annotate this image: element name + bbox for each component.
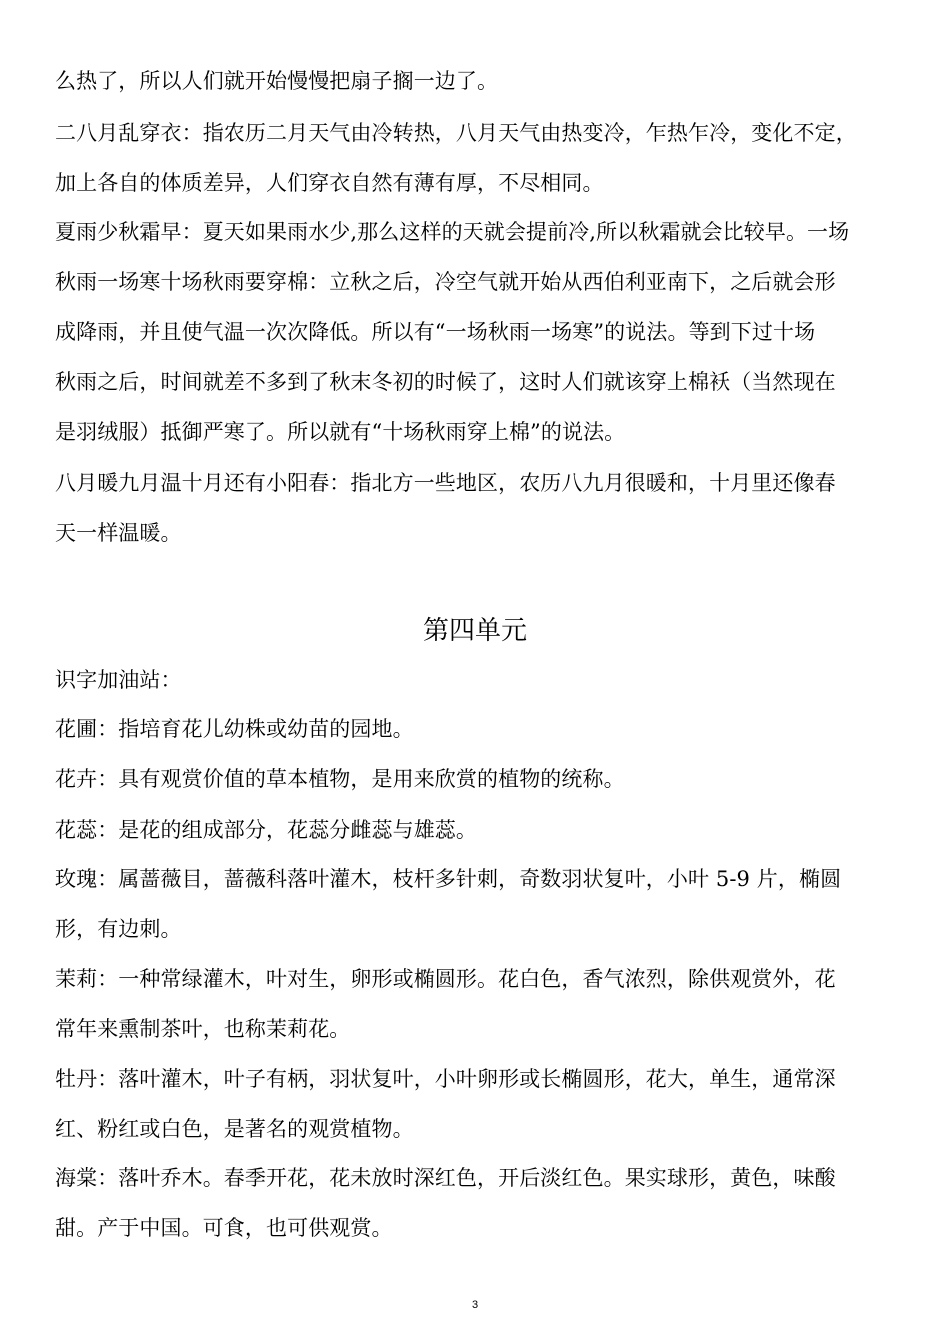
text-line: 玫瑰：属蔷薇目，蔷薇科落叶灌木，枝杆多针刺，奇数羽状复叶，小叶 5-9 片，椭圆 [55, 867, 842, 891]
text-line: 八月暖九月温十月还有小阳春：指北方一些地区，农历八九月很暖和，十月里还像春 [55, 471, 836, 495]
text-line: 花蕊：是花的组成部分，花蕊分雌蕊与雄蕊。 [55, 818, 477, 842]
text-line: 么热了，所以人们就开始慢慢把扇子搁一边了。 [55, 69, 499, 93]
text-line: 夏雨少秋霜早：夏天如果雨水少,那么这样的天就会提前冷,所以秋霜就会比较早。一场 [55, 220, 850, 244]
text-line: 花圃：指培育花儿幼株或幼苗的园地。 [55, 717, 414, 741]
text-line: 秋雨一场寒十场秋雨要穿棉：立秋之后，冷空气就开始从西伯利亚南下，之后就会形 [55, 270, 836, 294]
text-line: 常年来熏制茶叶，也称茉莉花。 [55, 1017, 351, 1041]
text-line: 天一样温暖。 [55, 521, 182, 545]
text-line: 花卉：具有观赏价值的草本植物，是用来欣赏的植物的统称。 [55, 767, 625, 791]
text-line: 是羽绒服）抵御严寒了。所以就有“十场秋雨穿上棉”的说法。 [55, 420, 626, 444]
text-line: 海棠：落叶乔木。春季开花，花未放时深红色，开后淡红色。果实球形，黄色，味酸 [55, 1166, 836, 1190]
page-number: 3 [471, 1299, 479, 1311]
text-line: 甜。产于中国。可食，也可供观赏。 [55, 1216, 393, 1240]
text-line: 红、粉红或白色，是著名的观赏植物。 [55, 1117, 414, 1141]
text-line: 形，有边刺。 [55, 917, 182, 941]
text-line: 成降雨，并且使气温一次次降低。所以有“一场秋雨一场寒”的说法。等到下过十场 [55, 320, 816, 344]
text-line: 二八月乱穿衣：指农历二月天气由冷转热，八月天气由热变冷，乍热乍冷，变化不定， [55, 121, 857, 145]
text-line: 牡丹：落叶灌木，叶子有柄，羽状复叶，小叶卵形或长椭圆形，花大，单生，通常深 [55, 1067, 836, 1091]
text-line: 茉莉：一种常绿灌木，叶对生，卵形或椭圆形。花白色，香气浓烈，除供观赏外，花 [55, 967, 836, 991]
text-line: 加上各自的体质差异，人们穿衣自然有薄有厚，不尽相同。 [55, 171, 604, 195]
text-line: 识字加油站： [55, 668, 182, 692]
section-heading: 第四单元 [422, 616, 527, 646]
text-line: 秋雨之后，时间就差不多到了秋末冬初的时候了，这时人们就该穿上棉袄（当然现在 [55, 370, 836, 394]
